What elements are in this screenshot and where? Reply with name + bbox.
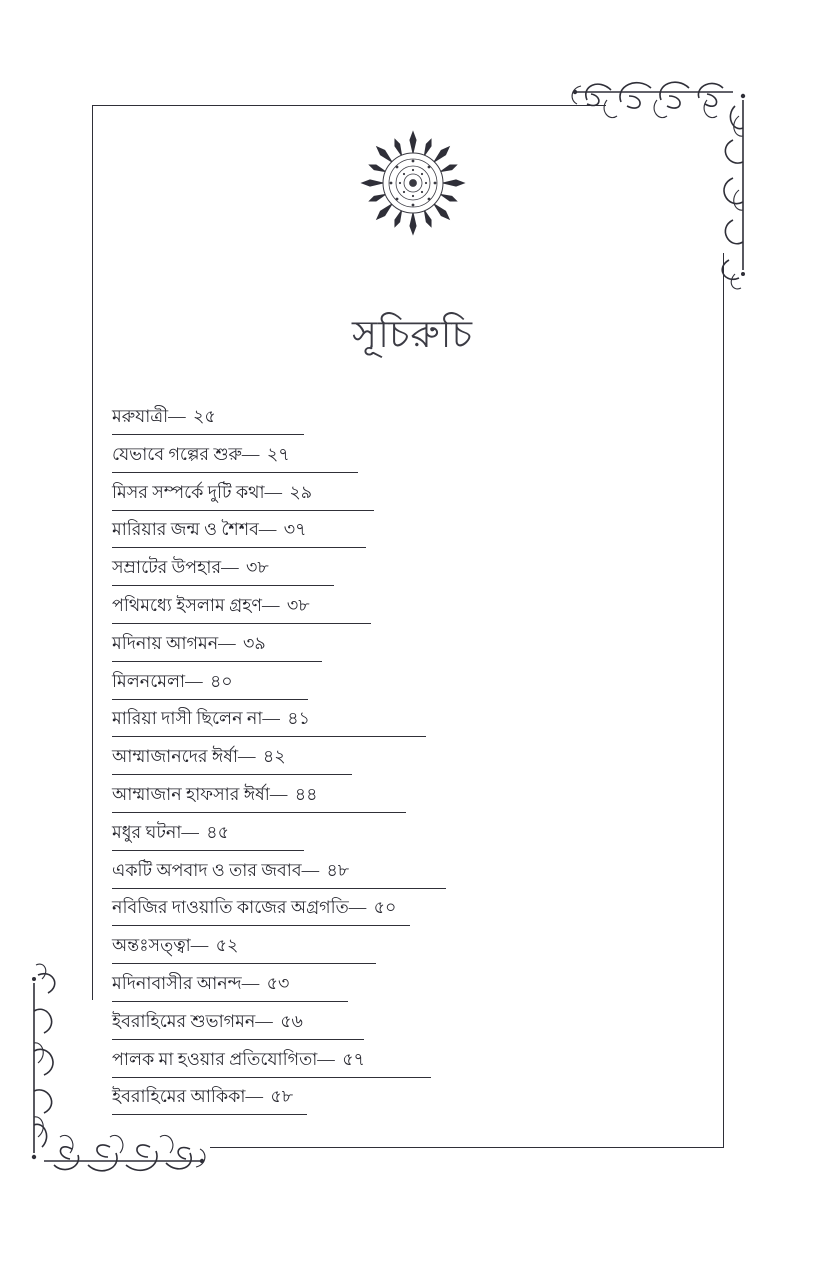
toc-row[interactable] [112,592,672,630]
toc-entry-page-number: ৪০ [205,670,233,691]
toc-row[interactable] [112,781,672,819]
toc-entry-link[interactable] [112,668,308,700]
toc-entry-link[interactable] [112,932,376,964]
toc-entry-link[interactable] [112,479,374,511]
toc-entry-page-number: ৩৭ [279,519,307,540]
page-title: সূচিরুচি [351,314,473,356]
toc-entry-page-number: ৩৮ [241,557,269,578]
toc-entry-label: নবিজির দাওয়াতি কাজের অগ্রগতি— [112,897,367,918]
toc-entry-label: একটি অপবাদ ও তার জবাব— [112,859,320,880]
toc-entry-label: মারিয়া দাসী ছিলেন না— [112,708,280,729]
toc-entry-page-number: ৫৭ [337,1048,365,1069]
toc-row[interactable] [112,894,672,932]
toc-row[interactable] [112,1008,672,1046]
toc-entry-label: মারিয়ার জন্ম ও শৈশব— [112,519,277,540]
toc-row[interactable] [112,1083,672,1121]
toc-entry-link[interactable] [112,592,371,624]
toc-row[interactable] [112,403,672,441]
toc-entry-link[interactable] [112,894,410,926]
toc-entry-page-number: ২৯ [285,481,313,502]
toc-entry-label: মিলনমেলা— [112,670,203,691]
toc-entry-label: আম্মাজানদের ঈর্ষা— [112,746,256,767]
toc-entry-label: মদিনাবাসীর আনন্দ— [112,972,260,993]
toc-entry-link[interactable] [112,819,304,851]
toc-entry-page-number: ৪৪ [290,783,318,804]
toc-entry-link[interactable] [112,554,334,586]
star-medallion-icon [358,128,468,238]
toc-row[interactable] [112,970,672,1008]
toc-entry-page-number: ৪২ [258,746,286,767]
toc-entry-label: অন্তঃসত্ত্বা— [112,935,209,956]
toc-entry-label: যেভাবে গল্পের শুরু— [112,443,260,464]
toc-entry-page-number: ২৫ [188,406,216,426]
toc-row[interactable] [112,743,672,781]
toc-entry-page-number: ৫৬ [275,1010,303,1031]
toc-entry-link[interactable] [112,857,446,889]
toc-row[interactable] [112,479,672,517]
toc-entry-page-number: ৪৫ [201,821,229,842]
toc-entry-page-number: ৫০ [369,897,397,918]
toc-entry-page-number: ৫২ [211,935,239,956]
toc-entry-page-number: ৩৮ [282,594,310,615]
toc-row[interactable] [112,554,672,592]
toc-entry-link[interactable] [112,743,352,775]
floral-corner-ornament [557,70,747,300]
toc-entry-page-number: ৫৮ [265,1086,294,1107]
toc-entry-link[interactable] [112,781,406,813]
toc-entry-link[interactable] [112,1008,364,1040]
toc-row[interactable] [112,630,672,668]
toc-row[interactable] [112,932,672,970]
toc-entry-link[interactable] [112,516,366,548]
toc-entry-label: মদিনায় আগমন— [112,632,236,653]
toc-entry-link[interactable] [112,630,322,662]
toc-entry-link[interactable] [112,705,426,737]
toc-row[interactable] [112,705,672,743]
toc-row[interactable] [112,441,672,479]
toc-row[interactable] [112,819,672,857]
toc-entry-page-number: ২৭ [262,443,290,464]
toc-entry-page-number: ৪৮ [322,859,350,880]
toc-entry-label: আম্মাজান হাফসার ঈর্ষা— [112,783,288,804]
toc-row[interactable] [112,516,672,554]
toc-row[interactable] [112,857,672,895]
toc-entry-link[interactable] [112,970,348,1002]
toc-row[interactable] [112,1046,672,1084]
toc-entry-label: মধুর ঘটনা— [112,821,199,842]
toc-entry-page-number: ৫৩ [262,972,290,993]
toc-entry-link[interactable] [112,1083,307,1115]
toc-entry-link[interactable] [112,1046,431,1078]
toc-entry-link[interactable] [112,403,304,435]
toc-entry-label: মরুযাত্রী— [112,406,186,426]
toc-entry-label: সম্রাটের উপহার— [112,557,239,578]
toc-entry-label: ইবরাহিমের শুভাগমন— [112,1010,273,1031]
table-of-contents [112,403,672,1121]
toc-entry-page-number: ৩৯ [238,632,266,653]
toc-row[interactable] [112,668,672,706]
toc-entry-label: পালক মা হওয়ার প্রতিযোগিতা— [112,1048,335,1069]
toc-entry-label: ইবরাহিমের আকিকা— [112,1086,263,1107]
toc-entry-link[interactable] [112,441,358,473]
toc-entry-label: মিসর সম্পর্কে দুটি কথা— [112,481,283,502]
toc-entry-label: পথিমধ্যে ইসলাম গ্রহণ— [112,594,280,615]
toc-entry-page-number: ৪১ [282,708,311,729]
